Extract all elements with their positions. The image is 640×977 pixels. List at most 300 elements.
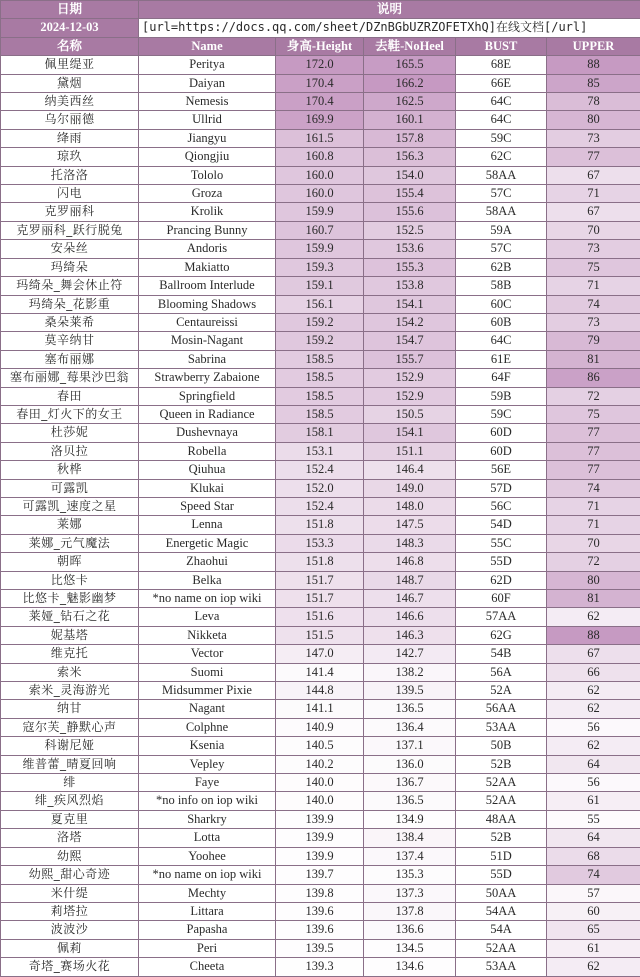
bust-cell[interactable]: 55C: [456, 534, 547, 552]
bust-cell[interactable]: 57C: [456, 240, 547, 258]
height-cell[interactable]: 170.4: [276, 93, 364, 111]
bust-cell[interactable]: 59C: [456, 405, 547, 423]
cn-name-cell[interactable]: 可露凯_速度之星: [1, 497, 139, 515]
height-cell[interactable]: 159.2: [276, 332, 364, 350]
upper-cell[interactable]: 77: [547, 442, 640, 460]
bust-cell[interactable]: 57AA: [456, 608, 547, 626]
name-cell[interactable]: Queen in Radiance: [139, 405, 276, 423]
name-cell[interactable]: Colphne: [139, 718, 276, 736]
noheel-cell[interactable]: 155.7: [364, 350, 456, 368]
bust-cell[interactable]: 66E: [456, 74, 547, 92]
name-cell[interactable]: Sabrina: [139, 350, 276, 368]
upper-cell[interactable]: 62: [547, 958, 640, 976]
cn-name-cell[interactable]: 莫辛纳甘: [1, 332, 139, 350]
name-cell[interactable]: Nagant: [139, 700, 276, 718]
cn-name-cell[interactable]: 洛贝拉: [1, 442, 139, 460]
height-cell[interactable]: 140.0: [276, 774, 364, 792]
bust-cell[interactable]: 62D: [456, 571, 547, 589]
cn-name-cell[interactable]: 幼熙: [1, 847, 139, 865]
cn-name-cell[interactable]: 纳美西丝: [1, 93, 139, 111]
name-cell[interactable]: Papasha: [139, 921, 276, 939]
bust-cell[interactable]: 48AA: [456, 810, 547, 828]
name-cell[interactable]: Zhaohui: [139, 553, 276, 571]
noheel-cell[interactable]: 148.0: [364, 497, 456, 515]
noheel-cell[interactable]: 150.5: [364, 405, 456, 423]
noheel-cell[interactable]: 155.3: [364, 258, 456, 276]
name-cell[interactable]: Faye: [139, 774, 276, 792]
col-header-noheel[interactable]: 去鞋-NoHeel: [364, 37, 456, 55]
height-cell[interactable]: 140.2: [276, 755, 364, 773]
upper-cell[interactable]: 67: [547, 645, 640, 663]
noheel-cell[interactable]: 166.2: [364, 74, 456, 92]
upper-cell[interactable]: 73: [547, 313, 640, 331]
height-cell[interactable]: 151.7: [276, 571, 364, 589]
cn-name-cell[interactable]: 洛塔: [1, 829, 139, 847]
noheel-cell[interactable]: 154.7: [364, 332, 456, 350]
noheel-cell[interactable]: 162.5: [364, 93, 456, 111]
cn-name-cell[interactable]: 波波沙: [1, 921, 139, 939]
upper-cell[interactable]: 61: [547, 939, 640, 957]
upper-cell[interactable]: 64: [547, 755, 640, 773]
bust-cell[interactable]: 59B: [456, 387, 547, 405]
name-cell[interactable]: *no info on iop wiki: [139, 792, 276, 810]
cn-name-cell[interactable]: 奇塔_赛场火花: [1, 958, 139, 976]
noheel-cell[interactable]: 152.9: [364, 369, 456, 387]
cn-name-cell[interactable]: 佩莉: [1, 939, 139, 957]
cn-name-cell[interactable]: 春田: [1, 387, 139, 405]
bust-cell[interactable]: 68E: [456, 56, 547, 74]
upper-cell[interactable]: 77: [547, 424, 640, 442]
name-cell[interactable]: Krolik: [139, 203, 276, 221]
bust-cell[interactable]: 60D: [456, 442, 547, 460]
cn-name-cell[interactable]: 寇尔芙_静默心声: [1, 718, 139, 736]
bust-cell[interactable]: 56AA: [456, 700, 547, 718]
noheel-cell[interactable]: 157.8: [364, 129, 456, 147]
name-cell[interactable]: Lenna: [139, 516, 276, 534]
cn-name-cell[interactable]: 闪电: [1, 185, 139, 203]
cn-name-cell[interactable]: 莱娅_钻石之花: [1, 608, 139, 626]
bust-cell[interactable]: 58B: [456, 277, 547, 295]
name-cell[interactable]: Mosin-Nagant: [139, 332, 276, 350]
cn-name-cell[interactable]: 桑朵莱希: [1, 313, 139, 331]
name-cell[interactable]: Lotta: [139, 829, 276, 847]
bust-cell[interactable]: 61E: [456, 350, 547, 368]
noheel-cell[interactable]: 135.3: [364, 866, 456, 884]
name-cell[interactable]: Nikketa: [139, 626, 276, 644]
noheel-cell[interactable]: 134.9: [364, 810, 456, 828]
upper-cell[interactable]: 62: [547, 608, 640, 626]
name-cell[interactable]: Cheeta: [139, 958, 276, 976]
upper-cell[interactable]: 68: [547, 847, 640, 865]
cn-name-cell[interactable]: 索米_灵海游光: [1, 682, 139, 700]
name-cell[interactable]: Belka: [139, 571, 276, 589]
noheel-cell[interactable]: 134.6: [364, 958, 456, 976]
bust-cell[interactable]: 62G: [456, 626, 547, 644]
name-cell[interactable]: Centaureissi: [139, 313, 276, 331]
name-cell[interactable]: *no name on iop wiki: [139, 866, 276, 884]
upper-cell[interactable]: 71: [547, 277, 640, 295]
cn-name-cell[interactable]: 托洛洛: [1, 166, 139, 184]
name-cell[interactable]: Strawberry Zabaione: [139, 369, 276, 387]
name-cell[interactable]: Tololo: [139, 166, 276, 184]
upper-cell[interactable]: 60: [547, 902, 640, 920]
upper-cell[interactable]: 65: [547, 921, 640, 939]
noheel-cell[interactable]: 146.7: [364, 590, 456, 608]
bust-cell[interactable]: 53AA: [456, 958, 547, 976]
name-cell[interactable]: Daiyan: [139, 74, 276, 92]
upper-cell[interactable]: 85: [547, 74, 640, 92]
height-cell[interactable]: 159.2: [276, 313, 364, 331]
cn-name-cell[interactable]: 比悠卡: [1, 571, 139, 589]
name-cell[interactable]: Prancing Bunny: [139, 221, 276, 239]
noheel-cell[interactable]: 154.1: [364, 424, 456, 442]
noheel-cell[interactable]: 155.6: [364, 203, 456, 221]
bust-cell[interactable]: 62C: [456, 148, 547, 166]
noheel-cell[interactable]: 138.4: [364, 829, 456, 847]
upper-cell[interactable]: 61: [547, 792, 640, 810]
height-cell[interactable]: 140.9: [276, 718, 364, 736]
bust-cell[interactable]: 52AA: [456, 939, 547, 957]
cn-name-cell[interactable]: 维普蕾_晴夏回响: [1, 755, 139, 773]
upper-cell[interactable]: 81: [547, 350, 640, 368]
height-cell[interactable]: 152.4: [276, 461, 364, 479]
height-cell[interactable]: 139.3: [276, 958, 364, 976]
height-cell[interactable]: 151.5: [276, 626, 364, 644]
cn-name-cell[interactable]: 维克托: [1, 645, 139, 663]
height-cell[interactable]: 158.5: [276, 350, 364, 368]
cn-name-cell[interactable]: 莱娜: [1, 516, 139, 534]
upper-cell[interactable]: 77: [547, 148, 640, 166]
upper-cell[interactable]: 80: [547, 571, 640, 589]
noheel-cell[interactable]: 165.5: [364, 56, 456, 74]
upper-cell[interactable]: 71: [547, 185, 640, 203]
height-cell[interactable]: 141.4: [276, 663, 364, 681]
noheel-cell[interactable]: 156.3: [364, 148, 456, 166]
height-cell[interactable]: 160.7: [276, 221, 364, 239]
noheel-cell[interactable]: 154.2: [364, 313, 456, 331]
cn-name-cell[interactable]: 幼熙_甜心奇迹: [1, 866, 139, 884]
cn-name-cell[interactable]: 妮基塔: [1, 626, 139, 644]
cn-name-cell[interactable]: 比悠卡_魅影幽梦: [1, 590, 139, 608]
bust-cell[interactable]: 60D: [456, 424, 547, 442]
bust-cell[interactable]: 60C: [456, 295, 547, 313]
height-cell[interactable]: 160.0: [276, 185, 364, 203]
upper-cell[interactable]: 74: [547, 479, 640, 497]
noheel-cell[interactable]: 146.6: [364, 608, 456, 626]
bust-cell[interactable]: 52A: [456, 682, 547, 700]
noheel-cell[interactable]: 137.3: [364, 884, 456, 902]
name-cell[interactable]: Vepley: [139, 755, 276, 773]
noheel-cell[interactable]: 153.8: [364, 277, 456, 295]
upper-cell[interactable]: 70: [547, 534, 640, 552]
name-cell[interactable]: Dushevnaya: [139, 424, 276, 442]
upper-cell[interactable]: 72: [547, 387, 640, 405]
height-cell[interactable]: 159.3: [276, 258, 364, 276]
bust-cell[interactable]: 54A: [456, 921, 547, 939]
bust-cell[interactable]: 64C: [456, 93, 547, 111]
bust-cell[interactable]: 56E: [456, 461, 547, 479]
upper-cell[interactable]: 75: [547, 405, 640, 423]
name-cell[interactable]: Mechty: [139, 884, 276, 902]
cn-name-cell[interactable]: 莱娜_元气魔法: [1, 534, 139, 552]
bust-cell[interactable]: 64C: [456, 332, 547, 350]
cn-name-cell[interactable]: 琼玖: [1, 148, 139, 166]
name-cell[interactable]: *no name on iop wiki: [139, 590, 276, 608]
name-cell[interactable]: Leva: [139, 608, 276, 626]
cn-name-cell[interactable]: 塞布丽娜: [1, 350, 139, 368]
upper-cell[interactable]: 62: [547, 737, 640, 755]
height-cell[interactable]: 159.9: [276, 203, 364, 221]
bust-cell[interactable]: 58AA: [456, 166, 547, 184]
bust-cell[interactable]: 64F: [456, 369, 547, 387]
upper-cell[interactable]: 67: [547, 166, 640, 184]
upper-cell[interactable]: 88: [547, 56, 640, 74]
height-cell[interactable]: 151.8: [276, 516, 364, 534]
bust-cell[interactable]: 57D: [456, 479, 547, 497]
name-cell[interactable]: Speed Star: [139, 497, 276, 515]
name-cell[interactable]: Sharkry: [139, 810, 276, 828]
height-cell[interactable]: 158.1: [276, 424, 364, 442]
noheel-cell[interactable]: 142.7: [364, 645, 456, 663]
bust-cell[interactable]: 54B: [456, 645, 547, 663]
bust-cell[interactable]: 53AA: [456, 718, 547, 736]
cn-name-cell[interactable]: 玛绮朵_花影重: [1, 295, 139, 313]
height-cell[interactable]: 156.1: [276, 295, 364, 313]
noheel-cell[interactable]: 137.8: [364, 902, 456, 920]
upper-cell[interactable]: 62: [547, 682, 640, 700]
height-cell[interactable]: 158.5: [276, 405, 364, 423]
bust-cell[interactable]: 64C: [456, 111, 547, 129]
height-cell[interactable]: 152.0: [276, 479, 364, 497]
cn-name-cell[interactable]: 莉塔拉: [1, 902, 139, 920]
col-header-bust[interactable]: BUST: [456, 37, 547, 55]
height-cell[interactable]: 160.0: [276, 166, 364, 184]
cn-name-cell[interactable]: 索米: [1, 663, 139, 681]
bust-cell[interactable]: 60B: [456, 313, 547, 331]
noheel-cell[interactable]: 148.3: [364, 534, 456, 552]
cn-name-cell[interactable]: 玛绮朵: [1, 258, 139, 276]
name-cell[interactable]: Ballroom Interlude: [139, 277, 276, 295]
bust-cell[interactable]: 51D: [456, 847, 547, 865]
noheel-cell[interactable]: 137.4: [364, 847, 456, 865]
bust-cell[interactable]: 59C: [456, 129, 547, 147]
name-cell[interactable]: Ksenia: [139, 737, 276, 755]
bust-cell[interactable]: 60F: [456, 590, 547, 608]
cn-name-cell[interactable]: 科谢尼娅: [1, 737, 139, 755]
height-cell[interactable]: 158.5: [276, 387, 364, 405]
noheel-cell[interactable]: 147.5: [364, 516, 456, 534]
name-cell[interactable]: Blooming Shadows: [139, 295, 276, 313]
height-cell[interactable]: 158.5: [276, 369, 364, 387]
upper-cell[interactable]: 72: [547, 553, 640, 571]
name-cell[interactable]: Qiuhua: [139, 461, 276, 479]
cn-name-cell[interactable]: 米什缇: [1, 884, 139, 902]
noheel-cell[interactable]: 139.5: [364, 682, 456, 700]
upper-cell[interactable]: 73: [547, 240, 640, 258]
col-header-name[interactable]: Name: [139, 37, 276, 55]
cn-name-cell[interactable]: 黛烟: [1, 74, 139, 92]
noheel-cell[interactable]: 153.6: [364, 240, 456, 258]
height-cell[interactable]: 140.0: [276, 792, 364, 810]
upper-cell[interactable]: 80: [547, 111, 640, 129]
cn-name-cell[interactable]: 秋桦: [1, 461, 139, 479]
cn-name-cell[interactable]: 安朵丝: [1, 240, 139, 258]
height-cell[interactable]: 139.8: [276, 884, 364, 902]
height-cell[interactable]: 152.4: [276, 497, 364, 515]
noheel-cell[interactable]: 149.0: [364, 479, 456, 497]
bust-cell[interactable]: 58AA: [456, 203, 547, 221]
height-cell[interactable]: 147.0: [276, 645, 364, 663]
upper-cell[interactable]: 66: [547, 663, 640, 681]
bust-cell[interactable]: 55D: [456, 553, 547, 571]
doc-link-cell[interactable]: [url=https://docs.qq.com/sheet/DZnBGbUZRZOFETXhQ]在线文档[/url]: [139, 19, 640, 37]
name-cell[interactable]: Suomi: [139, 663, 276, 681]
bust-cell[interactable]: 54D: [456, 516, 547, 534]
noheel-cell[interactable]: 137.1: [364, 737, 456, 755]
upper-cell[interactable]: 79: [547, 332, 640, 350]
height-cell[interactable]: 139.7: [276, 866, 364, 884]
upper-cell[interactable]: 62: [547, 700, 640, 718]
height-cell[interactable]: 159.9: [276, 240, 364, 258]
height-cell[interactable]: 170.4: [276, 74, 364, 92]
noheel-cell[interactable]: 154.1: [364, 295, 456, 313]
height-cell[interactable]: 153.3: [276, 534, 364, 552]
upper-cell[interactable]: 74: [547, 866, 640, 884]
height-cell[interactable]: 160.8: [276, 148, 364, 166]
upper-cell[interactable]: 67: [547, 203, 640, 221]
noheel-cell[interactable]: 138.2: [364, 663, 456, 681]
height-cell[interactable]: 161.5: [276, 129, 364, 147]
name-cell[interactable]: Groza: [139, 185, 276, 203]
height-cell[interactable]: 159.1: [276, 277, 364, 295]
cn-name-cell[interactable]: 春田_灯火下的女王: [1, 405, 139, 423]
noheel-cell[interactable]: 155.4: [364, 185, 456, 203]
noheel-cell[interactable]: 152.9: [364, 387, 456, 405]
name-cell[interactable]: Makiatto: [139, 258, 276, 276]
height-cell[interactable]: 151.8: [276, 553, 364, 571]
noheel-cell[interactable]: 136.7: [364, 774, 456, 792]
height-cell[interactable]: 151.7: [276, 590, 364, 608]
noheel-cell[interactable]: 136.0: [364, 755, 456, 773]
noheel-cell[interactable]: 136.5: [364, 700, 456, 718]
noheel-cell[interactable]: 160.1: [364, 111, 456, 129]
upper-cell[interactable]: 70: [547, 221, 640, 239]
upper-cell[interactable]: 88: [547, 626, 640, 644]
name-cell[interactable]: Peri: [139, 939, 276, 957]
name-cell[interactable]: Littara: [139, 902, 276, 920]
height-cell[interactable]: 172.0: [276, 56, 364, 74]
name-cell[interactable]: Springfield: [139, 387, 276, 405]
bust-cell[interactable]: 59A: [456, 221, 547, 239]
name-cell[interactable]: Yoohee: [139, 847, 276, 865]
noheel-cell[interactable]: 136.4: [364, 718, 456, 736]
cn-name-cell[interactable]: 克罗丽科: [1, 203, 139, 221]
col-header-cn-name[interactable]: 名称: [1, 37, 139, 55]
noheel-cell[interactable]: 154.0: [364, 166, 456, 184]
name-cell[interactable]: Andoris: [139, 240, 276, 258]
name-cell[interactable]: Robella: [139, 442, 276, 460]
noheel-cell[interactable]: 136.6: [364, 921, 456, 939]
name-cell[interactable]: Klukai: [139, 479, 276, 497]
bust-cell[interactable]: 62B: [456, 258, 547, 276]
name-cell[interactable]: Nemesis: [139, 93, 276, 111]
cn-name-cell[interactable]: 克罗丽科_跃行脱兔: [1, 221, 139, 239]
upper-cell[interactable]: 86: [547, 369, 640, 387]
height-cell[interactable]: 139.9: [276, 847, 364, 865]
bust-cell[interactable]: 54AA: [456, 902, 547, 920]
name-cell[interactable]: Midsummer Pixie: [139, 682, 276, 700]
bust-cell[interactable]: 56A: [456, 663, 547, 681]
upper-cell[interactable]: 56: [547, 718, 640, 736]
height-cell[interactable]: 140.5: [276, 737, 364, 755]
bust-cell[interactable]: 52B: [456, 755, 547, 773]
height-cell[interactable]: 144.8: [276, 682, 364, 700]
upper-cell[interactable]: 57: [547, 884, 640, 902]
date-value-cell[interactable]: 2024-12-03: [1, 19, 139, 37]
bust-cell[interactable]: 52AA: [456, 774, 547, 792]
name-cell[interactable]: Energetic Magic: [139, 534, 276, 552]
noheel-cell[interactable]: 134.5: [364, 939, 456, 957]
bust-cell[interactable]: 52AA: [456, 792, 547, 810]
name-cell[interactable]: Ullrid: [139, 111, 276, 129]
noheel-cell[interactable]: 151.1: [364, 442, 456, 460]
upper-cell[interactable]: 71: [547, 516, 640, 534]
cn-name-cell[interactable]: 夏克里: [1, 810, 139, 828]
cn-name-cell[interactable]: 绯_疾风烈焰: [1, 792, 139, 810]
cn-name-cell[interactable]: 塞布丽娜_莓果沙巴翁: [1, 369, 139, 387]
cn-name-cell[interactable]: 佩里缇亚: [1, 56, 139, 74]
noheel-cell[interactable]: 152.5: [364, 221, 456, 239]
upper-cell[interactable]: 55: [547, 810, 640, 828]
bust-cell[interactable]: 57C: [456, 185, 547, 203]
noheel-cell[interactable]: 136.5: [364, 792, 456, 810]
height-cell[interactable]: 153.1: [276, 442, 364, 460]
cn-name-cell[interactable]: 可露凯: [1, 479, 139, 497]
upper-cell[interactable]: 56: [547, 774, 640, 792]
upper-cell[interactable]: 71: [547, 497, 640, 515]
name-cell[interactable]: Jiangyu: [139, 129, 276, 147]
height-cell[interactable]: 139.6: [276, 902, 364, 920]
cn-name-cell[interactable]: 朝晖: [1, 553, 139, 571]
noheel-cell[interactable]: 146.4: [364, 461, 456, 479]
bust-cell[interactable]: 50AA: [456, 884, 547, 902]
noheel-cell[interactable]: 146.3: [364, 626, 456, 644]
cn-name-cell[interactable]: 玛绮朵_舞会休止符: [1, 277, 139, 295]
upper-cell[interactable]: 73: [547, 129, 640, 147]
cn-name-cell[interactable]: 纳甘: [1, 700, 139, 718]
col-header-height[interactable]: 身高-Height: [276, 37, 364, 55]
upper-cell[interactable]: 81: [547, 590, 640, 608]
upper-cell[interactable]: 74: [547, 295, 640, 313]
upper-cell[interactable]: 77: [547, 461, 640, 479]
col-header-upper[interactable]: UPPER: [547, 37, 640, 55]
cn-name-cell[interactable]: 乌尔丽德: [1, 111, 139, 129]
bust-cell[interactable]: 55D: [456, 866, 547, 884]
height-cell[interactable]: 169.9: [276, 111, 364, 129]
upper-cell[interactable]: 75: [547, 258, 640, 276]
noheel-cell[interactable]: 148.7: [364, 571, 456, 589]
noheel-cell[interactable]: 146.8: [364, 553, 456, 571]
height-cell[interactable]: 151.6: [276, 608, 364, 626]
cn-name-cell[interactable]: 绯: [1, 774, 139, 792]
upper-cell[interactable]: 78: [547, 93, 640, 111]
bust-cell[interactable]: 56C: [456, 497, 547, 515]
height-cell[interactable]: 139.5: [276, 939, 364, 957]
height-cell[interactable]: 139.9: [276, 810, 364, 828]
bust-cell[interactable]: 50B: [456, 737, 547, 755]
upper-cell[interactable]: 64: [547, 829, 640, 847]
cn-name-cell[interactable]: 杜莎妮: [1, 424, 139, 442]
